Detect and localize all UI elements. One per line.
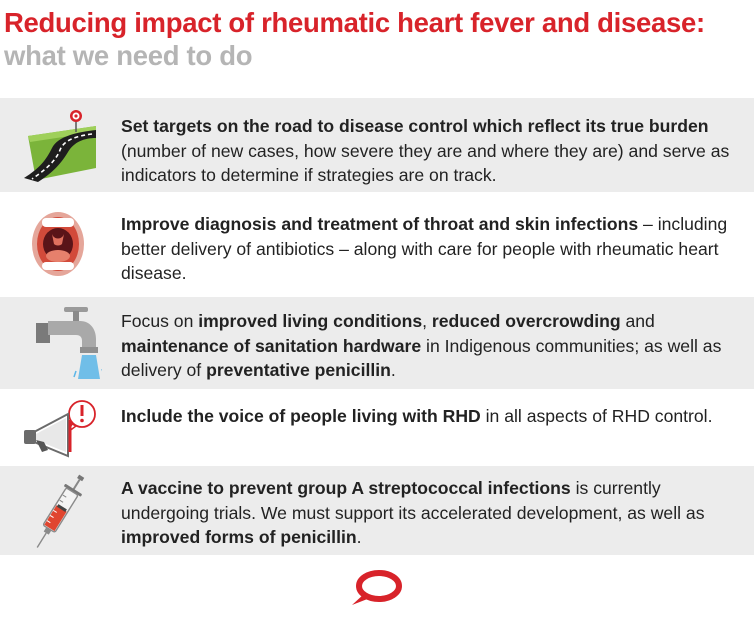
item-text-bold: maintenance of sanitation hardware <box>121 335 422 356</box>
page-title <box>4 6 744 72</box>
list-item <box>0 98 754 192</box>
item-text-regular: . <box>356 527 362 547</box>
list-item <box>0 466 754 555</box>
list-item <box>0 196 754 294</box>
title-subtitle: what we need to do <box>4 40 253 71</box>
item-text-bold: preventative penicillin <box>206 360 391 380</box>
item-text-bold: Include the voice of people living with RHD <box>121 406 481 426</box>
item-text-regular: and <box>620 311 655 331</box>
list-item <box>0 392 754 464</box>
item-text <box>121 212 749 286</box>
item-text-bold: Improve diagnosis and treatment of throat and skin infections <box>121 214 639 234</box>
item-text-regular: (number of new cases, how severe they are and where they are) and serve as indicators to determine if strategies are on track. <box>121 140 730 185</box>
item-text <box>121 404 749 429</box>
item-text-regular: – including better delivery of antibiotics – along with care for people with rheumatic heart disease. <box>121 214 728 283</box>
item-text-regular: Focus on <box>121 311 199 331</box>
item-text <box>121 476 749 550</box>
megaphone-icon <box>18 396 102 458</box>
item-text-regular: in all aspects of RHD control. <box>480 406 713 426</box>
road-icon <box>18 108 102 186</box>
item-text-regular: . <box>390 360 396 380</box>
title-main: Reducing impact of rheumatic heart fever and disease: <box>4 7 705 38</box>
item-text-bold: A vaccine to prevent group A streptococcal infections <box>121 478 571 498</box>
speech-bubble-logo-icon <box>348 570 408 613</box>
item-text-bold: improved living conditions <box>198 311 423 331</box>
syringe-icon <box>18 468 102 554</box>
item-text-regular: , <box>422 311 432 331</box>
item-text <box>121 309 749 383</box>
open-mouth-icon <box>18 208 102 284</box>
water-tap-icon <box>18 303 102 385</box>
item-text-bold: Set targets on the road to disease control which reflect its true burden <box>121 116 709 136</box>
item-text-bold: reduced overcrowding <box>431 311 621 331</box>
item-text-bold: improved forms of penicillin <box>121 527 357 547</box>
list-item <box>0 297 754 389</box>
item-text-regular: in Indigenous communities; as well as delivery of <box>121 335 722 380</box>
item-text-regular: is currently undergoing trials. We must support its accelerated development, as well as <box>121 478 705 523</box>
item-text <box>121 114 749 188</box>
